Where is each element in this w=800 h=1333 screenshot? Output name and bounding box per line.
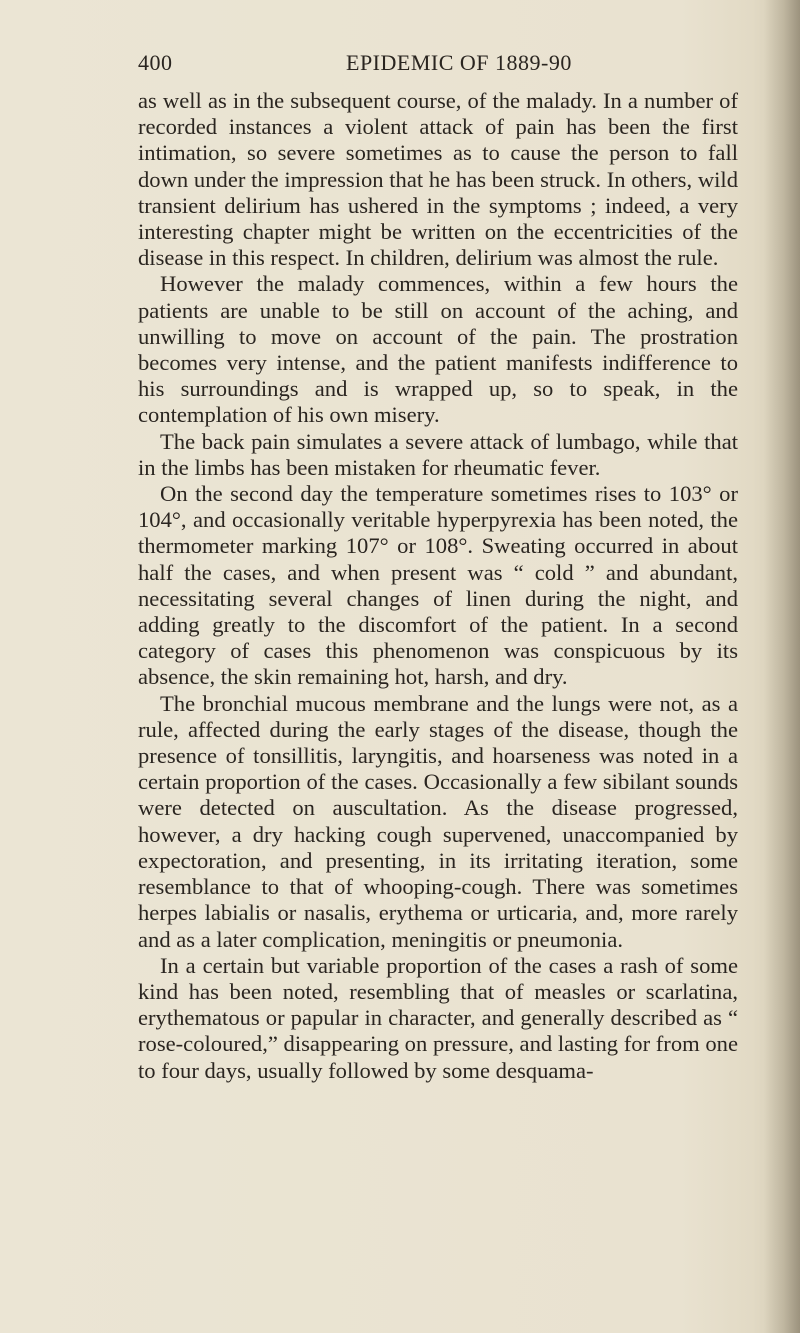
paragraph-3: The back pain simulates a severe attack of lumbago, while that in the limbs has been mistaken for rheumatic fever. <box>138 428 738 480</box>
running-head <box>138 50 738 82</box>
page-edge-shadow <box>764 0 800 1333</box>
paragraph-5: The bronchial mucous membrane and the lungs were not, as a rule, affected during the early stages of the disease, though the presence of tonsillitis, laryngitis, and hoarseness was noted in a certain proportion of the cases. Occasionally a few sibilant sounds were detected on auscultation. As the disease progressed, however, a dry hacking cough supervened, unaccompanied by expectoration, and presenting, in its irritating iteration, some resemblance to that of whooping-cough. There was sometimes herpes labialis or nasalis, erythema or urticaria, and, more rarely and as a later complication, meningitis or pneumonia. <box>138 690 738 952</box>
page-number: 400 <box>138 50 173 75</box>
body-text <box>138 88 738 1084</box>
paragraph-4: On the second day the temperature sometimes rises to 103° or 104°, and occasionally veritable hyperpyrexia has been noted, the thermometer marking 107° or 108°. Sweating occurred in about half the cases, and when present was “ cold ” and abundant, necessitating several changes of linen during the night, and adding greatly to the discomfort of the patient. In a second category of cases this phenomenon was conspicuous by its absence, the skin remaining hot, harsh, and dry. <box>138 481 738 690</box>
paragraph-6: In a certain but variable proportion of the cases a rash of some kind has been noted, resembling that of measles or scarlatina, erythematous or papular in character, and generally described as “ rose-coloured,” disappearing on pressure, and lasting for from one to four days, usually followed by some desquama- <box>138 952 738 1083</box>
paragraph-2: However the malady commences, within a few hours the patients are unable to be still on account of the aching, and unwilling to move on account of the pain. The prostration becomes very intense, and the patient manifests indifference to his surroundings and is wrapped up, so to speak, in the contemplation of his own misery. <box>138 271 738 428</box>
running-title: EPIDEMIC OF 1889-90 <box>346 50 572 75</box>
paragraph-1: as well as in the subsequent course, of the malady. In a number of recorded instances a violent attack of pain has been the first intimation, so severe sometimes as to cause the person to fall down under the impression that he has been struck. In others, wild transient delirium has ushered in the symptoms ; indeed, a very interesting chapter might be written on the eccentricities of the disease in this respect. In children, delirium was almost the rule. <box>138 88 738 271</box>
